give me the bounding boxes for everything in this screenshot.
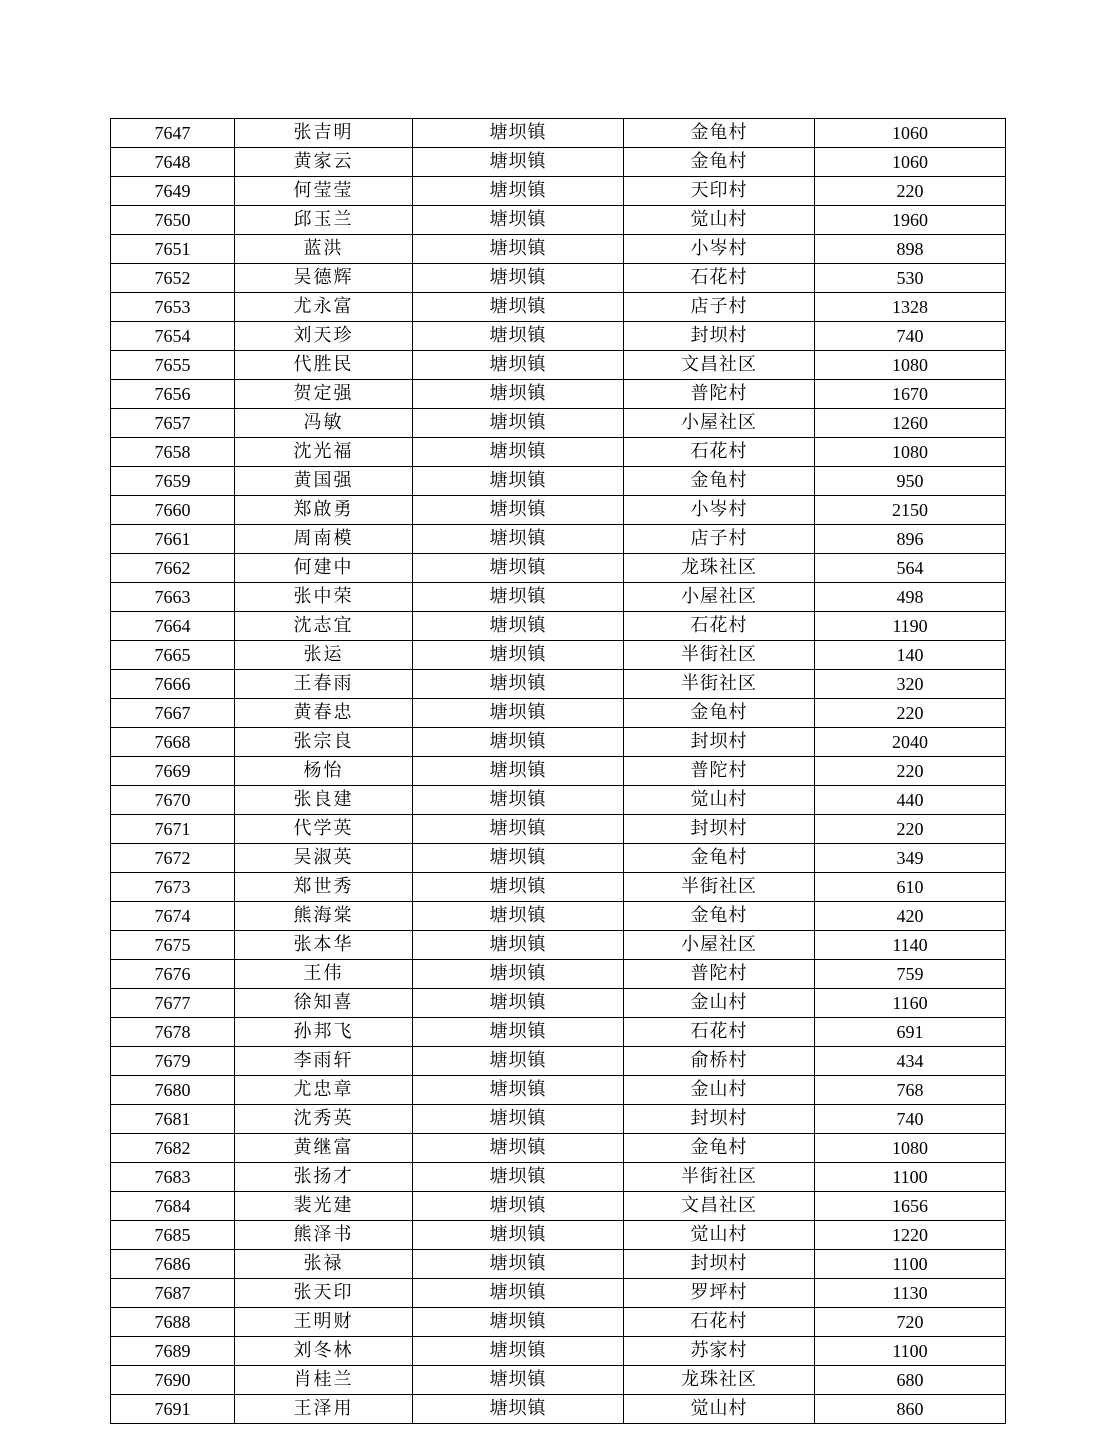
cell-amount: 610 (815, 873, 1006, 902)
cell-town: 塘坝镇 (413, 554, 624, 583)
cell-town: 塘坝镇 (413, 1192, 624, 1221)
cell-amount: 720 (815, 1308, 1006, 1337)
cell-village: 小岑村 (624, 235, 815, 264)
cell-id: 7653 (111, 293, 235, 322)
cell-amount: 740 (815, 322, 1006, 351)
cell-id: 7650 (111, 206, 235, 235)
cell-town: 塘坝镇 (413, 264, 624, 293)
cell-village: 石花村 (624, 1018, 815, 1047)
cell-amount: 1080 (815, 438, 1006, 467)
table-row (111, 351, 1006, 380)
cell-id: 7659 (111, 467, 235, 496)
cell-town: 塘坝镇 (413, 1221, 624, 1250)
cell-town: 塘坝镇 (413, 844, 624, 873)
cell-amount: 860 (815, 1395, 1006, 1424)
cell-id: 7681 (111, 1105, 235, 1134)
cell-id: 7684 (111, 1192, 235, 1221)
cell-village: 小屋社区 (624, 931, 815, 960)
cell-town: 塘坝镇 (413, 380, 624, 409)
cell-amount: 434 (815, 1047, 1006, 1076)
table-row (111, 931, 1006, 960)
cell-town: 塘坝镇 (413, 670, 624, 699)
cell-village: 觉山村 (624, 786, 815, 815)
table-row (111, 1221, 1006, 1250)
cell-town: 塘坝镇 (413, 525, 624, 554)
table-row (111, 699, 1006, 728)
cell-name: 张良建 (235, 786, 413, 815)
cell-village: 觉山村 (624, 1395, 815, 1424)
cell-name: 代学英 (235, 815, 413, 844)
table-row (111, 1076, 1006, 1105)
cell-town: 塘坝镇 (413, 1047, 624, 1076)
table-row (111, 786, 1006, 815)
cell-name: 吴淑英 (235, 844, 413, 873)
cell-name: 杨怡 (235, 757, 413, 786)
cell-town: 塘坝镇 (413, 467, 624, 496)
cell-village: 普陀村 (624, 960, 815, 989)
table-row (111, 1047, 1006, 1076)
cell-id: 7678 (111, 1018, 235, 1047)
table-row (111, 264, 1006, 293)
cell-village: 金龟村 (624, 119, 815, 148)
cell-town: 塘坝镇 (413, 293, 624, 322)
cell-name: 沈秀英 (235, 1105, 413, 1134)
cell-id: 7672 (111, 844, 235, 873)
cell-town: 塘坝镇 (413, 1105, 624, 1134)
cell-amount: 2040 (815, 728, 1006, 757)
cell-amount: 2150 (815, 496, 1006, 525)
cell-id: 7656 (111, 380, 235, 409)
beneficiary-table (110, 118, 1006, 1424)
cell-name: 何莹莹 (235, 177, 413, 206)
cell-village: 店子村 (624, 293, 815, 322)
cell-name: 尤忠章 (235, 1076, 413, 1105)
table-row (111, 322, 1006, 351)
cell-village: 金龟村 (624, 148, 815, 177)
cell-name: 徐知喜 (235, 989, 413, 1018)
cell-village: 金山村 (624, 1076, 815, 1105)
cell-amount: 759 (815, 960, 1006, 989)
cell-name: 黄国强 (235, 467, 413, 496)
cell-name: 张中荣 (235, 583, 413, 612)
cell-amount: 1260 (815, 409, 1006, 438)
table-row (111, 119, 1006, 148)
table-row (111, 1250, 1006, 1279)
cell-name: 沈志宜 (235, 612, 413, 641)
cell-name: 张本华 (235, 931, 413, 960)
cell-village: 小岑村 (624, 496, 815, 525)
cell-id: 7649 (111, 177, 235, 206)
cell-town: 塘坝镇 (413, 1076, 624, 1105)
cell-amount: 740 (815, 1105, 1006, 1134)
table-row (111, 612, 1006, 641)
cell-village: 金龟村 (624, 844, 815, 873)
cell-id: 7648 (111, 148, 235, 177)
cell-name: 黄继富 (235, 1134, 413, 1163)
cell-village: 文昌社区 (624, 351, 815, 380)
table-row (111, 1105, 1006, 1134)
cell-name: 熊泽书 (235, 1221, 413, 1250)
cell-town: 塘坝镇 (413, 148, 624, 177)
cell-amount: 220 (815, 699, 1006, 728)
cell-name: 李雨轩 (235, 1047, 413, 1076)
cell-name: 冯敏 (235, 409, 413, 438)
cell-id: 7682 (111, 1134, 235, 1163)
cell-amount: 440 (815, 786, 1006, 815)
cell-id: 7674 (111, 902, 235, 931)
cell-amount: 140 (815, 641, 1006, 670)
table-row (111, 1018, 1006, 1047)
cell-amount: 220 (815, 757, 1006, 786)
cell-village: 石花村 (624, 612, 815, 641)
table-row (111, 902, 1006, 931)
cell-amount: 1100 (815, 1337, 1006, 1366)
table-row (111, 815, 1006, 844)
cell-amount: 1080 (815, 351, 1006, 380)
cell-id: 7655 (111, 351, 235, 380)
cell-village: 封坝村 (624, 728, 815, 757)
cell-name: 张运 (235, 641, 413, 670)
cell-id: 7664 (111, 612, 235, 641)
table-row (111, 641, 1006, 670)
cell-id: 7658 (111, 438, 235, 467)
cell-name: 黄春忠 (235, 699, 413, 728)
cell-amount: 1130 (815, 1279, 1006, 1308)
cell-name: 沈光福 (235, 438, 413, 467)
cell-village: 石花村 (624, 438, 815, 467)
cell-town: 塘坝镇 (413, 177, 624, 206)
cell-town: 塘坝镇 (413, 1250, 624, 1279)
cell-village: 苏家村 (624, 1337, 815, 1366)
cell-name: 邱玉兰 (235, 206, 413, 235)
cell-village: 天印村 (624, 177, 815, 206)
cell-town: 塘坝镇 (413, 438, 624, 467)
cell-name: 张宗良 (235, 728, 413, 757)
cell-amount: 1060 (815, 119, 1006, 148)
cell-town: 塘坝镇 (413, 496, 624, 525)
cell-town: 塘坝镇 (413, 1337, 624, 1366)
cell-amount: 1100 (815, 1163, 1006, 1192)
cell-village: 金龟村 (624, 1134, 815, 1163)
cell-name: 熊海棠 (235, 902, 413, 931)
cell-id: 7647 (111, 119, 235, 148)
cell-amount: 1080 (815, 1134, 1006, 1163)
cell-village: 半街社区 (624, 873, 815, 902)
cell-id: 7686 (111, 1250, 235, 1279)
cell-name: 吴德辉 (235, 264, 413, 293)
table-row (111, 438, 1006, 467)
cell-village: 普陀村 (624, 757, 815, 786)
cell-village: 龙珠社区 (624, 1366, 815, 1395)
cell-amount: 1100 (815, 1250, 1006, 1279)
cell-id: 7673 (111, 873, 235, 902)
cell-id: 7679 (111, 1047, 235, 1076)
cell-town: 塘坝镇 (413, 815, 624, 844)
cell-name: 尤永富 (235, 293, 413, 322)
cell-village: 金龟村 (624, 902, 815, 931)
cell-town: 塘坝镇 (413, 1163, 624, 1192)
cell-id: 7663 (111, 583, 235, 612)
cell-amount: 498 (815, 583, 1006, 612)
cell-town: 塘坝镇 (413, 641, 624, 670)
cell-village: 觉山村 (624, 206, 815, 235)
cell-amount: 320 (815, 670, 1006, 699)
table-row (111, 380, 1006, 409)
cell-amount: 1160 (815, 989, 1006, 1018)
cell-id: 7670 (111, 786, 235, 815)
cell-id: 7651 (111, 235, 235, 264)
table-row (111, 235, 1006, 264)
cell-town: 塘坝镇 (413, 583, 624, 612)
cell-village: 石花村 (624, 1308, 815, 1337)
cell-amount: 1220 (815, 1221, 1006, 1250)
cell-id: 7657 (111, 409, 235, 438)
table-row (111, 467, 1006, 496)
cell-name: 肖桂兰 (235, 1366, 413, 1395)
cell-town: 塘坝镇 (413, 1134, 624, 1163)
cell-town: 塘坝镇 (413, 119, 624, 148)
cell-amount: 1140 (815, 931, 1006, 960)
cell-id: 7654 (111, 322, 235, 351)
table-row (111, 1395, 1006, 1424)
table-row (111, 1366, 1006, 1395)
cell-amount: 950 (815, 467, 1006, 496)
cell-name: 黄家云 (235, 148, 413, 177)
cell-village: 文昌社区 (624, 1192, 815, 1221)
cell-town: 塘坝镇 (413, 989, 624, 1018)
cell-id: 7661 (111, 525, 235, 554)
cell-town: 塘坝镇 (413, 1279, 624, 1308)
cell-village: 罗坪村 (624, 1279, 815, 1308)
cell-name: 张禄 (235, 1250, 413, 1279)
cell-town: 塘坝镇 (413, 728, 624, 757)
cell-id: 7680 (111, 1076, 235, 1105)
cell-village: 俞桥村 (624, 1047, 815, 1076)
cell-village: 龙珠社区 (624, 554, 815, 583)
table-row (111, 757, 1006, 786)
table-row (111, 409, 1006, 438)
cell-id: 7689 (111, 1337, 235, 1366)
table-row (111, 554, 1006, 583)
cell-village: 封坝村 (624, 322, 815, 351)
cell-id: 7685 (111, 1221, 235, 1250)
cell-village: 金龟村 (624, 467, 815, 496)
cell-village: 小屋社区 (624, 583, 815, 612)
cell-town: 塘坝镇 (413, 786, 624, 815)
table-row (111, 873, 1006, 902)
cell-name: 张扬才 (235, 1163, 413, 1192)
cell-town: 塘坝镇 (413, 322, 624, 351)
table-row (111, 670, 1006, 699)
cell-village: 石花村 (624, 264, 815, 293)
cell-id: 7683 (111, 1163, 235, 1192)
cell-amount: 220 (815, 815, 1006, 844)
cell-name: 周南模 (235, 525, 413, 554)
cell-name: 何建中 (235, 554, 413, 583)
table-row (111, 1163, 1006, 1192)
cell-amount: 680 (815, 1366, 1006, 1395)
table-row (111, 844, 1006, 873)
cell-town: 塘坝镇 (413, 351, 624, 380)
cell-amount: 1060 (815, 148, 1006, 177)
table-row (111, 148, 1006, 177)
cell-village: 金山村 (624, 989, 815, 1018)
table-row (111, 1192, 1006, 1221)
table-body (111, 119, 1006, 1424)
cell-name: 贺定强 (235, 380, 413, 409)
cell-town: 塘坝镇 (413, 902, 624, 931)
cell-id: 7677 (111, 989, 235, 1018)
cell-name: 代胜民 (235, 351, 413, 380)
cell-amount: 349 (815, 844, 1006, 873)
cell-village: 店子村 (624, 525, 815, 554)
cell-name: 王伟 (235, 960, 413, 989)
table-row (111, 1308, 1006, 1337)
table-row (111, 1337, 1006, 1366)
cell-id: 7662 (111, 554, 235, 583)
cell-name: 孙邦飞 (235, 1018, 413, 1047)
cell-village: 半街社区 (624, 670, 815, 699)
cell-town: 塘坝镇 (413, 1308, 624, 1337)
cell-village: 金龟村 (624, 699, 815, 728)
cell-town: 塘坝镇 (413, 206, 624, 235)
cell-town: 塘坝镇 (413, 1366, 624, 1395)
cell-village: 半街社区 (624, 641, 815, 670)
cell-id: 7671 (111, 815, 235, 844)
cell-town: 塘坝镇 (413, 960, 624, 989)
cell-id: 7660 (111, 496, 235, 525)
cell-village: 觉山村 (624, 1221, 815, 1250)
table-row (111, 1279, 1006, 1308)
cell-amount: 564 (815, 554, 1006, 583)
cell-id: 7676 (111, 960, 235, 989)
cell-id: 7667 (111, 699, 235, 728)
cell-name: 郑世秀 (235, 873, 413, 902)
cell-name: 张天印 (235, 1279, 413, 1308)
cell-name: 刘冬林 (235, 1337, 413, 1366)
cell-village: 封坝村 (624, 1250, 815, 1279)
cell-id: 7691 (111, 1395, 235, 1424)
cell-town: 塘坝镇 (413, 757, 624, 786)
cell-town: 塘坝镇 (413, 409, 624, 438)
cell-village: 封坝村 (624, 1105, 815, 1134)
cell-id: 7687 (111, 1279, 235, 1308)
cell-village: 封坝村 (624, 815, 815, 844)
cell-amount: 530 (815, 264, 1006, 293)
cell-town: 塘坝镇 (413, 612, 624, 641)
cell-town: 塘坝镇 (413, 1395, 624, 1424)
table-row (111, 960, 1006, 989)
cell-amount: 220 (815, 177, 1006, 206)
cell-village: 小屋社区 (624, 409, 815, 438)
table-row (111, 525, 1006, 554)
cell-amount: 1670 (815, 380, 1006, 409)
cell-village: 半街社区 (624, 1163, 815, 1192)
table-row (111, 1134, 1006, 1163)
table-row (111, 989, 1006, 1018)
cell-amount: 1190 (815, 612, 1006, 641)
table-row (111, 177, 1006, 206)
cell-id: 7690 (111, 1366, 235, 1395)
cell-name: 裴光建 (235, 1192, 413, 1221)
cell-amount: 691 (815, 1018, 1006, 1047)
cell-amount: 898 (815, 235, 1006, 264)
cell-id: 7669 (111, 757, 235, 786)
cell-id: 7688 (111, 1308, 235, 1337)
cell-town: 塘坝镇 (413, 699, 624, 728)
cell-town: 塘坝镇 (413, 931, 624, 960)
cell-town: 塘坝镇 (413, 235, 624, 264)
cell-name: 王明财 (235, 1308, 413, 1337)
cell-town: 塘坝镇 (413, 873, 624, 902)
cell-id: 7652 (111, 264, 235, 293)
cell-name: 王春雨 (235, 670, 413, 699)
cell-amount: 1960 (815, 206, 1006, 235)
cell-id: 7668 (111, 728, 235, 757)
cell-amount: 420 (815, 902, 1006, 931)
cell-id: 7666 (111, 670, 235, 699)
table-row (111, 206, 1006, 235)
cell-id: 7665 (111, 641, 235, 670)
cell-name: 刘天珍 (235, 322, 413, 351)
cell-name: 郑啟勇 (235, 496, 413, 525)
cell-amount: 768 (815, 1076, 1006, 1105)
table-row (111, 496, 1006, 525)
table-row (111, 293, 1006, 322)
cell-amount: 1328 (815, 293, 1006, 322)
cell-name: 蓝洪 (235, 235, 413, 264)
cell-village: 普陀村 (624, 380, 815, 409)
table-row (111, 728, 1006, 757)
cell-amount: 896 (815, 525, 1006, 554)
cell-amount: 1656 (815, 1192, 1006, 1221)
cell-name: 张吉明 (235, 119, 413, 148)
cell-town: 塘坝镇 (413, 1018, 624, 1047)
cell-name: 王泽用 (235, 1395, 413, 1424)
cell-id: 7675 (111, 931, 235, 960)
table-row (111, 583, 1006, 612)
